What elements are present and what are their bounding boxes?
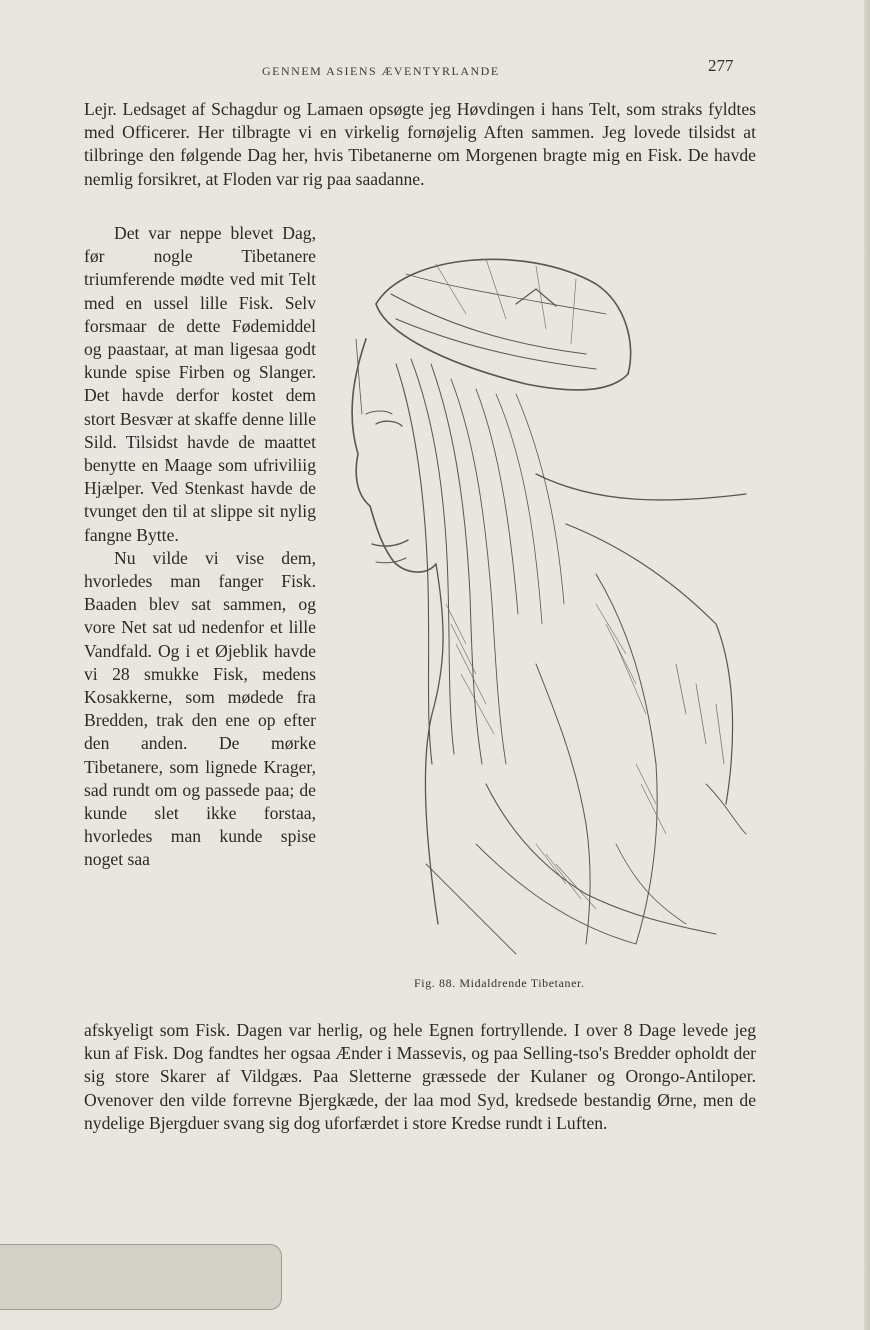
running-head: GENNEM ASIENS ÆVENTYRLANDE (262, 64, 500, 78)
left-column-text (84, 222, 316, 872)
figure-caption: Fig. 88. Midaldrende Tibetaner. (414, 976, 585, 990)
top-paragraph: Lejr. Ledsaget af Schagdur og Lamaen opsøgte jeg Høvdingen i hans Telt, som straks fyldtes med Officerer. Her tilbragte vi en virkelig fornøjelig Aften sammen. Jeg lovede tilsidst at tilbringe den følgende Dag her, hvis Tibetanerne om Morgenen bragte mig en Fisk. De havde nemlig forsikret, at Floden var rig paa saadanne. (84, 99, 756, 189)
column-paragraph-1: Det var neppe blevet Dag, før nogle Tibetanere triumferende mødte ved mit Telt med en ussel lille Fisk. Selv forsmaar de dette Fødemiddel og paastaar, at man ligesaa godt kunde spise Firben og Slanger. Det havde derfor kostet dem stort Besvær at skaffe denne lille Sild. Tilsidst havde de maattet benytte en Maage som ufriviliig Hjælper. Ved Stenkast havde de tvunget den til at slippe sit nylig fangne Bytte. (84, 223, 316, 545)
top-paragraph-block (84, 98, 756, 191)
column-paragraph-2: Nu vilde vi vise dem, hvorledes man fanger Fisk. Baaden blev sat sammen, og vore Net sat ud nedenfor et lille Vandfald. Og i et Øjeblik havde vi 28 smukke Fisk, medens Kosakkerne, som mødede fra Bredden, trak den ene op efter den anden. De mørke Tibetanere, som lignede Krager, sad rundt om og passede paa; de kunde slet ikke forstaa, hvorledes man kunde spise noget saa (84, 547, 316, 870)
bottom-paragraph: afskyeligt som Fisk. Dagen var herlig, og hele Egnen fortryllende. I over 8 Dage levede jeg kun af Fisk. Dog fandtes her ogsaa Ænder i Massevis, og paa Selling-tso's Bredder opholdt der sig store Skarer af Vildgæs. Paa Sletterne græssede der Kulaner og Orongo-Antiloper. Ovenover den vilde forrevne Bjergkæde, der laa mod Syd, kredsede bestandig Ørne, men de nydelige Bjergduer svang sig dog uforfærdet i store Kredse rundt i Luften. (84, 1020, 756, 1133)
page-number: 277 (708, 56, 734, 75)
bottom-paragraph-block (84, 1019, 756, 1135)
portrait-illustration (336, 244, 756, 974)
page-edge (864, 0, 870, 1330)
library-label (0, 1244, 282, 1310)
